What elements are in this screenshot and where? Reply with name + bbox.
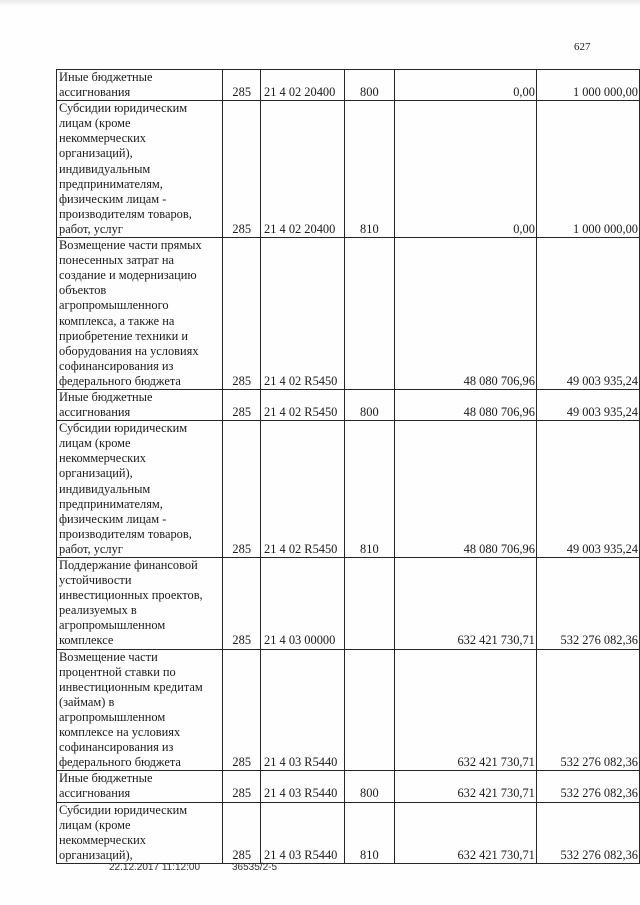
row-name-line: Субсидии юридическим	[59, 802, 188, 817]
row-target-cell: 21 4 02 R5450	[261, 389, 345, 420]
row-target-cell: 21 4 02 20400	[261, 101, 345, 238]
row-code-cell: 285	[223, 649, 261, 771]
row-name-line: инвестиционным кредитам	[59, 679, 203, 694]
row-sum2-cell: 532 276 082,36	[536, 802, 639, 863]
row-name-cell	[57, 70, 223, 101]
row-name-cell	[57, 101, 223, 238]
row-name-line: лицам (кроме	[59, 436, 131, 451]
row-name-line: Иные бюджетные	[59, 771, 153, 786]
row-sum1-cell: 48 080 706,96	[395, 389, 537, 420]
row-sum2-cell: 49 003 935,24	[536, 421, 639, 558]
row-name-line: предпринимателям,	[59, 496, 163, 511]
row-target-cell: 21 4 02 R5450	[261, 238, 345, 390]
row-sum2-cell: 1 000 000,00	[536, 70, 639, 101]
row-name-line: устойчивости	[59, 573, 132, 588]
row-name-line: работ, услуг	[59, 541, 123, 556]
row-target-cell: 21 4 03 R5440	[261, 649, 345, 771]
row-code-cell: 285	[223, 70, 261, 101]
row-name-line: процентной ставки по	[59, 664, 176, 679]
row-target-cell: 21 4 03 00000	[261, 558, 345, 650]
row-name-line: работ, услуг	[59, 221, 123, 236]
row-name-line: инвестиционных проектов,	[59, 588, 203, 603]
row-name-cell	[57, 802, 223, 863]
row-type-cell	[344, 238, 395, 390]
row-code-cell: 285	[223, 421, 261, 558]
row-sum1-cell: 48 080 706,96	[395, 421, 537, 558]
row-name-cell	[57, 421, 223, 558]
row-name-line: индивидуальным	[59, 481, 151, 496]
row-sum2-cell: 532 276 082,36	[536, 771, 639, 802]
row-sum2-cell: 49 003 935,24	[536, 389, 639, 420]
table-row	[57, 238, 640, 390]
row-sum1-cell: 0,00	[395, 70, 537, 101]
row-name-line: лицам (кроме	[59, 116, 131, 131]
row-sum1-cell: 0,00	[395, 101, 537, 238]
row-target-cell: 21 4 02 20400	[261, 70, 345, 101]
row-name-line: федерального бюджета	[59, 373, 181, 388]
row-name-line: понесенных затрат на	[59, 253, 174, 268]
row-sum1-cell: 632 421 730,71	[395, 649, 537, 771]
row-sum2-cell: 532 276 082,36	[536, 558, 639, 650]
budget-table-body	[57, 70, 640, 864]
row-name-line: агропромышленном	[59, 709, 166, 724]
footer-doc-id: 36535/2-5	[232, 862, 278, 873]
table-row	[57, 421, 640, 558]
row-name-line: некоммерческих	[59, 451, 146, 466]
row-name-line: Возмещение части	[59, 649, 158, 664]
row-name-line: ассигнования	[59, 786, 131, 801]
row-name-line: организаций),	[59, 847, 133, 862]
row-name-line: софинансирования из	[59, 358, 174, 373]
row-name-line: объектов	[59, 283, 107, 298]
row-type-cell: 800	[344, 389, 395, 420]
row-sum1-cell: 632 421 730,71	[395, 558, 537, 650]
row-name-line: агропромышленном	[59, 618, 166, 633]
row-type-cell	[344, 649, 395, 771]
row-name-line: предпринимателям,	[59, 176, 163, 191]
page-number: 627	[574, 41, 591, 53]
row-name-line: Субсидии юридическим	[59, 101, 188, 116]
row-name-line: Возмещение части прямых	[59, 238, 202, 253]
row-sum2-cell: 49 003 935,24	[536, 238, 639, 390]
row-type-cell: 810	[344, 421, 395, 558]
row-name-line: реализуемых в	[59, 603, 137, 618]
row-name-line: приобретение техники и	[59, 328, 189, 343]
row-code-cell: 285	[223, 802, 261, 863]
row-code-cell: 285	[223, 771, 261, 802]
footer-timestamp: 22.12.2017 11:12:00	[109, 862, 201, 873]
row-name-line: ассигнования	[59, 405, 131, 420]
row-name-line: федерального бюджета	[59, 755, 181, 770]
row-name-cell	[57, 558, 223, 650]
row-name-line: ассигнования	[59, 85, 131, 100]
row-name-line: некоммерческих	[59, 832, 146, 847]
table-row	[57, 558, 640, 650]
budget-table	[56, 69, 640, 864]
row-target-cell: 21 4 02 R5450	[261, 421, 345, 558]
row-name-cell	[57, 238, 223, 390]
row-name-line: создание и модернизацию	[59, 268, 197, 283]
row-sum2-cell: 1 000 000,00	[536, 101, 639, 238]
row-target-cell: 21 4 03 R5440	[261, 802, 345, 863]
row-sum1-cell: 632 421 730,71	[395, 802, 537, 863]
row-code-cell: 285	[223, 389, 261, 420]
row-name-cell	[57, 771, 223, 802]
table-row	[57, 389, 640, 420]
row-name-line: физическим лицам -	[59, 191, 167, 206]
row-name-cell	[57, 649, 223, 771]
row-sum2-cell: 532 276 082,36	[536, 649, 639, 771]
row-type-cell: 800	[344, 70, 395, 101]
row-name-line: лицам (кроме	[59, 817, 131, 832]
row-sum1-cell: 48 080 706,96	[395, 238, 537, 390]
row-name-line: Субсидии юридическим	[59, 421, 188, 436]
row-name-line: агропромышленного	[59, 298, 169, 313]
row-type-cell: 810	[344, 802, 395, 863]
row-name-line: производителям товаров,	[59, 526, 192, 541]
row-sum1-cell: 632 421 730,71	[395, 771, 537, 802]
row-name-line: производителям товаров,	[59, 206, 192, 221]
table-row	[57, 101, 640, 238]
table-row	[57, 771, 640, 802]
row-name-line: индивидуальным	[59, 161, 151, 176]
row-name-line: комплексе на условиях	[59, 725, 181, 740]
row-type-cell: 800	[344, 771, 395, 802]
row-name-line: оборудования на условиях	[59, 343, 199, 358]
row-name-line: организаций),	[59, 146, 133, 161]
row-type-cell	[344, 558, 395, 650]
row-name-cell	[57, 389, 223, 420]
row-name-line: Поддержание финансовой	[59, 558, 198, 572]
row-name-line: комплексе	[59, 633, 114, 648]
row-name-line: некоммерческих	[59, 131, 146, 146]
table-row	[57, 649, 640, 771]
row-name-line: комплекса, а также на	[59, 313, 175, 328]
row-name-line: организаций),	[59, 466, 133, 481]
row-name-line: софинансирования из	[59, 740, 174, 755]
scan-edge	[0, 0, 640, 6]
row-name-line: (займам) в	[59, 694, 115, 709]
row-name-line: Иные бюджетные	[59, 70, 153, 84]
table-row	[57, 802, 640, 863]
row-name-line: физическим лицам -	[59, 511, 167, 526]
table-row	[57, 70, 640, 101]
row-type-cell: 810	[344, 101, 395, 238]
row-code-cell: 285	[223, 238, 261, 390]
row-name-line: Иные бюджетные	[59, 389, 153, 404]
row-code-cell: 285	[223, 558, 261, 650]
row-target-cell: 21 4 03 R5440	[261, 771, 345, 802]
row-code-cell: 285	[223, 101, 261, 238]
